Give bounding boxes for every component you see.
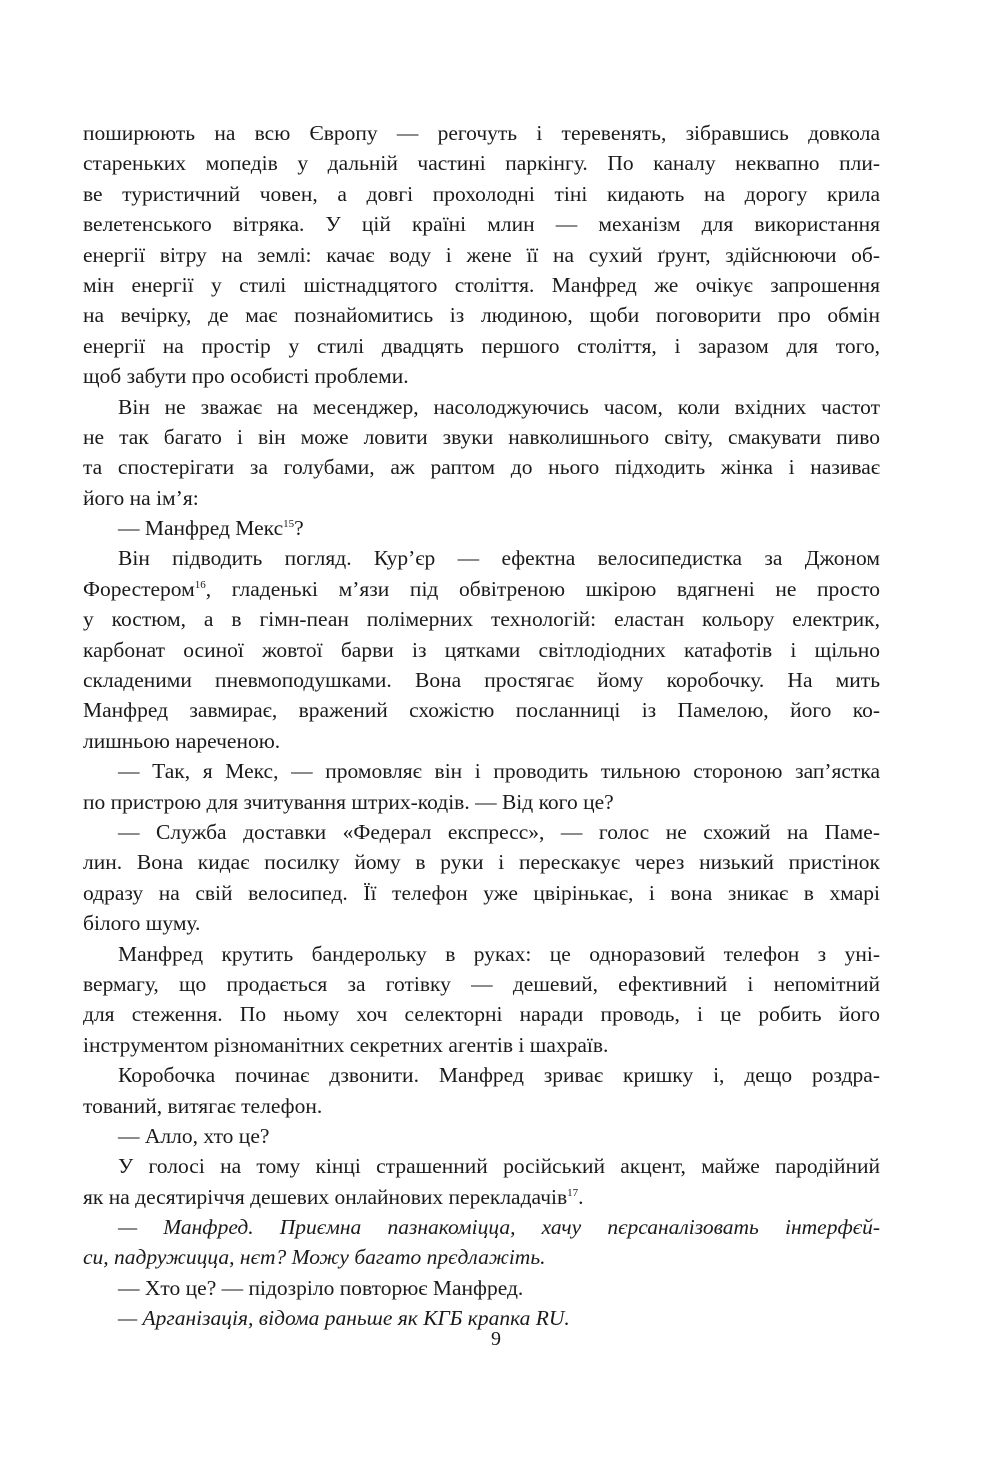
text-line: тований, витягає телефон.: [83, 1093, 323, 1118]
line-text: ?: [294, 516, 304, 541]
text-line: у костюм, а в гімн-пеан полімерних технологій: еластан кольору електрик,: [83, 607, 880, 632]
page-body: [83, 118, 880, 1334]
text-line: складеними пневмоподушками. Вона простягає йому коробочку. На мить: [83, 668, 880, 693]
line-text: .: [578, 1184, 584, 1209]
text-line: та спостерігати за голубами, аж раптом до нього підходить жінка і називає: [83, 455, 880, 480]
text-line: інструментом різноманітних секретних агентів і шахраїв.: [83, 1032, 609, 1057]
text-line: ве туристичний човен, а довгі прохолодні тіні кидають на дорогу крила: [83, 181, 880, 206]
text-line: стареньких мопедів у дальній частині паркінгу. По каналу неквапно пли-: [83, 151, 880, 176]
text-line: — Алло, хто це?: [118, 1123, 270, 1148]
text-line: си, падружицца, нєт? Можу багато прєдлажіть.: [83, 1245, 546, 1270]
text-line: поширюють на всю Європу — регочуть і теревенять, зібравшись довкола: [83, 121, 880, 145]
text-line: на вечірку, де має познайомитись із людиною, щоби поговорити про обмін: [83, 303, 880, 328]
text-line: [83, 574, 880, 604]
text-line: — Манфред. Приємна пазнакоміцца, хачу пєрсаналізовать інтерфєй-: [118, 1215, 880, 1240]
footnote-ref-17[interactable]: 17: [567, 1186, 579, 1199]
text-line: білого шуму.: [83, 911, 201, 936]
text-line: Коробочка починає дзвонити. Манфред зриває кришку і, дещо роздра-: [118, 1063, 880, 1088]
text-line: одразу на свій велосипед. Її телефон уже цвірінькає, і вона зникає в хмарі: [83, 880, 880, 905]
text-line: — Так, я Мекс, — промовляє він і проводить тильною стороною зап’ястка: [118, 759, 880, 784]
text-line: Манфред крутить бандерольку в руках: це одноразовий телефон з уні-: [118, 941, 880, 966]
text-line: карбонат осиної жовтої барви із цятками світлодіодних катафотів і щільно: [83, 637, 880, 662]
text-line: його на ім’я:: [83, 485, 199, 510]
text-line: [83, 1182, 880, 1212]
footnote-ref-15[interactable]: 15: [283, 517, 295, 530]
footnote-ref-16[interactable]: 16: [194, 578, 206, 591]
text-line: — Арганізація, відома раньше як КГБ крапка RU.: [118, 1306, 570, 1331]
text-line: [83, 513, 880, 543]
text-line: не так багато і він може ловити звуки навколишнього світу, смакувати пиво: [83, 424, 880, 449]
page-number: 9: [491, 1328, 501, 1350]
text-line: по пристрою для зчитування штрих-кодів. — Від кого це?: [83, 789, 614, 814]
text-line: — Служба доставки «Федерал експресс», — голос не схожий на Паме-: [118, 819, 880, 844]
text-line: для стеження. По ньому хоч селекторні наради проводь, і це робить його: [83, 1002, 880, 1027]
text-line: лишньою нареченою.: [83, 728, 281, 753]
text-line: лин. Вона кидає посилку йому в руки і перескакує через низький пристінок: [83, 850, 880, 875]
text-line: мін енергії у стилі шістнадцятого століття. Манфред же очікує запрошення: [83, 272, 880, 297]
line-text: як на десятиріччя дешевих онлайнових перекладачів: [83, 1184, 568, 1209]
text-line: велетенського вітряка. У цій країні млин — механізм для використання: [83, 212, 880, 237]
text-line: вермагу, що продається за готівку — дешевий, ефективний і непомітний: [83, 971, 880, 996]
text-line: щоб забути про особисті проблеми.: [83, 364, 409, 389]
text-line: Він підводить погляд. Кур’єр — ефектна велосипедистка за Джоном: [118, 546, 880, 571]
text-line: У голосі на тому кінці страшенний російський акцент, майже пародійний: [118, 1154, 880, 1179]
line-text: — Манфред Мекс: [118, 516, 284, 541]
line-text: Форестером: [83, 576, 195, 601]
line-text: , гладенькі м’язи під обвітреною шкірою вдягнені не просто: [205, 576, 880, 601]
text-line: Він не зважає на месенджер, насолоджуючись часом, коли вхідних частот: [118, 394, 880, 419]
text-line: енергії на простір у стилі двадцять першого століття, і заразом для того,: [83, 333, 880, 358]
text-line: — Хто це? — підозріло повторює Манфред.: [118, 1275, 524, 1300]
text-line: енергії вітру на землі: качає воду і жене її на сухий ґрунт, здійснюючи об-: [83, 242, 880, 267]
text-line: Манфред завмирає, вражений схожістю посланниці із Памелою, його ко-: [83, 698, 880, 723]
